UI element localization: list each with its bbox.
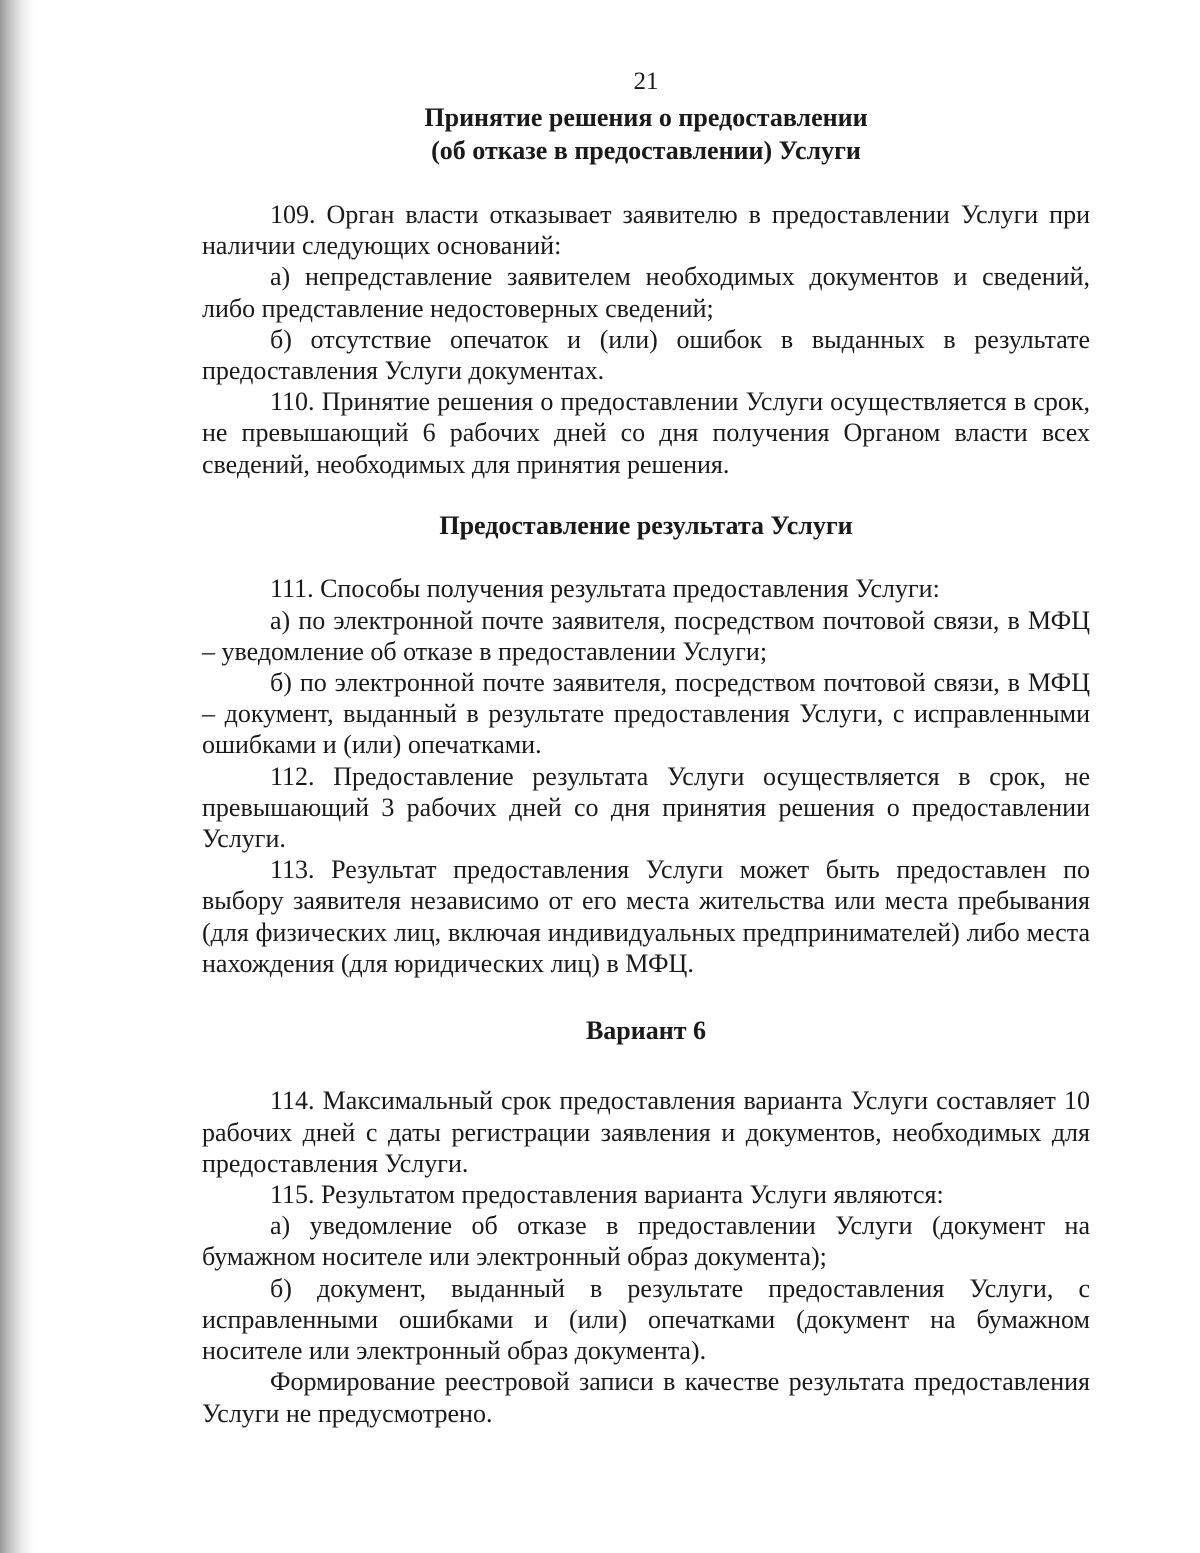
section-result-delivery <box>202 510 1090 979</box>
paragraph-113: 113. Результат предоставления Услуги может быть предоставлен по выбору заявителя независимо от его места жительства или места пребывания (для физических лиц, включая индивидуальных предпринимателей) либо места нахождения (для юридических лиц) в МФЦ. <box>202 855 1090 978</box>
document-page <box>202 66 1090 1429</box>
paragraph-115: 115. Результатом предоставления варианта Услуги являются: <box>270 1180 944 1210</box>
heading-variant-6: Вариант 6 <box>585 1015 707 1045</box>
page-number: 21 <box>633 68 659 95</box>
spacer <box>202 979 1090 1015</box>
section-variant-6 <box>202 1015 1090 1429</box>
spacer <box>202 1047 1090 1085</box>
spacer <box>202 167 1090 199</box>
spacer <box>202 480 1090 510</box>
paragraph-115-a: а) уведомление об отказе в предоставлении Услуги (документ на бумажном носителе или электронный образ документа); <box>202 1211 1090 1272</box>
paragraph-109-a: а) непредставление заявителем необходимых документов и сведений, либо представление недостоверных сведений; <box>202 262 1090 323</box>
paragraph-109: 109. Орган власти отказывает заявителю в предоставлении Услуги при наличии следующих оснований: <box>202 200 1090 261</box>
paragraph-111-a: а) по электронной почте заявителя, посредством почтовой связи, в МФЦ – уведомление об отказе в предоставлении Услуги; <box>202 605 1090 666</box>
spacer <box>202 542 1090 573</box>
paragraph-111-b: б) по электронной почте заявителя, посредством почтовой связи, в МФЦ – документ, выданный в результате предоставления Услуги, с исправленными ошибками и (или) опечатками. <box>202 667 1090 760</box>
heading-decision-line1: Принятие решения о предоставлении <box>424 103 868 132</box>
paragraph-112: 112. Предоставление результата Услуги осуществляется в срок, не превышающий 3 рабочих дней со дня принятия решения о предоставлении Услуги. <box>202 761 1090 853</box>
scan-edge-shadow <box>0 0 34 1553</box>
paragraph-114: 114. Максимальный срок предоставления варианта Услуги составляет 10 рабочих дней с даты регистрации заявления и документов, необходимых для предоставления Услуги. <box>202 1086 1090 1178</box>
heading-decision-line2: (об отказе в предоставлении) Услуги <box>431 135 861 165</box>
paragraph-109-b: б) отсутствие опечаток и (или) ошибок в выданных в результате предоставления Услуги документах. <box>202 324 1090 386</box>
paragraph-111: 111. Способы получения результата предоставления Услуги: <box>270 574 940 604</box>
paragraph-115-b: б) документ, выданный в результате предоставления Услуги, с исправленными ошибками и (или) опечатками (документ на бумажном носителе или электронный образ документа). <box>202 1273 1090 1366</box>
heading-result-delivery: Предоставление результата Услуги <box>439 510 853 540</box>
paragraph-110: 110. Принятие решения о предоставлении Услуги осуществляется в срок, не превышающий 6 рабочих дней со дня получения Органом власти всех сведений, необходимых для принятия решения. <box>202 387 1090 479</box>
paragraph-registry-record: Формирование реестровой записи в качестве результата предоставления Услуги не предусмотрено. <box>202 1367 1090 1428</box>
section-decision <box>202 102 1090 480</box>
